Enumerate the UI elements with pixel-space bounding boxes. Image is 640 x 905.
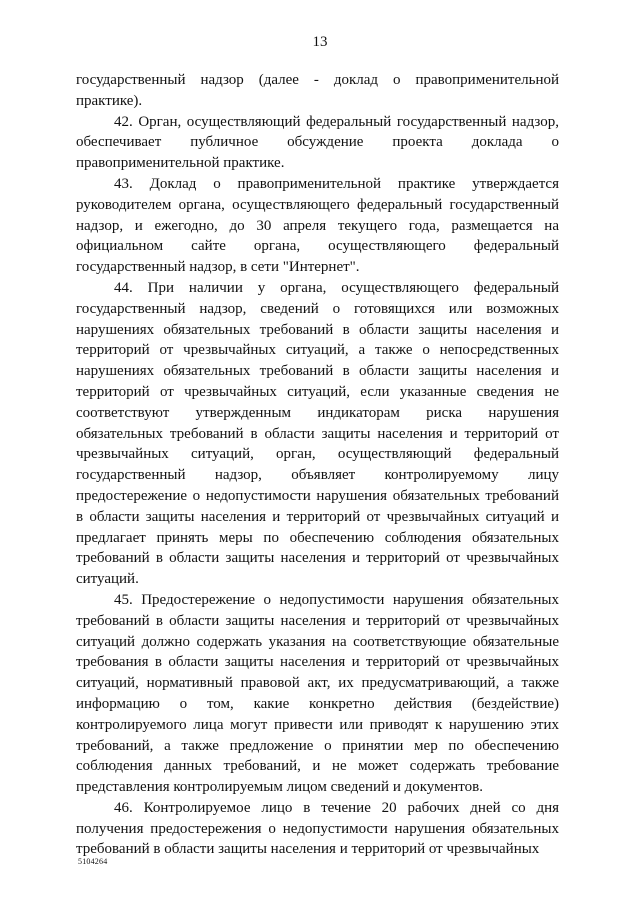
paragraph-44: 44. При наличии у органа, осуществляющего федеральный государственный надзор, сведений о готовящихся или возможных нарушениях обязательных требований в области защиты населения и территорий от чрезвычайных ситуаций, а также о непосредственных нарушениях обязательных требований в области защиты населения и территорий от чрезвычайных ситуаций, если указанные сведения не соответствуют утвержденным индикаторам риска нарушения обязательных требований в области защиты населения и территорий от чрезвычайных ситуаций, орган, осуществляющий федеральный государственный надзор, объявляет контролируемому лицу предостережение о недопустимости нарушения обязательных требований в области защиты населения и территорий от чрезвычайных ситуаций и предлагает принять меры по обеспечению соблюдения обязательных требований в области защиты населения и территорий от чрезвычайных ситуаций.	[76, 279, 559, 588]
page-number: 13	[312, 34, 328, 50]
paragraph-43: 43. Доклад о правоприменительной практике утверждается руководителем органа, осуществляющего федеральный государственный надзор, и ежегодно, до 30 апреля текущего года, размещается на официальном сайте органа, осуществляющего федеральный государственный надзор, в сети "Интернет".	[76, 175, 559, 276]
document-id: 5104264	[78, 857, 108, 866]
paragraph-46: 46. Контролируемое лицо в течение 20 рабочих дней со дня получения предостережения о недопустимости нарушения обязательных требований в области защиты населения и территорий от чрезвычайных	[76, 799, 559, 858]
paragraph-continuation: государственный надзор (далее - доклад о правоприменительной практике).	[76, 72, 559, 109]
document-body	[76, 70, 559, 860]
paragraph-42: 42. Орган, осуществляющий федеральный государственный надзор, обеспечивает публичное обсуждение проекта доклада о правоприменительной практике.	[76, 113, 559, 172]
paragraph-45: 45. Предостережение о недопустимости нарушения обязательных требований в области защиты населения и территорий от чрезвычайных ситуаций должно содержать указания на соответствующие обязательные требования в области защиты населения и территорий от чрезвычайных ситуаций, нормативный правовой акт, их предусматривающий, а также информацию о том, какие конкретно действия (бездействие) контролируемого лица могут привести или приводят к нарушению этих требований, а также предложение о принятии мер по обеспечению соблюдения данных требований, и не может содержать требование представления контролируемым лицом сведений и документов.	[76, 591, 559, 796]
